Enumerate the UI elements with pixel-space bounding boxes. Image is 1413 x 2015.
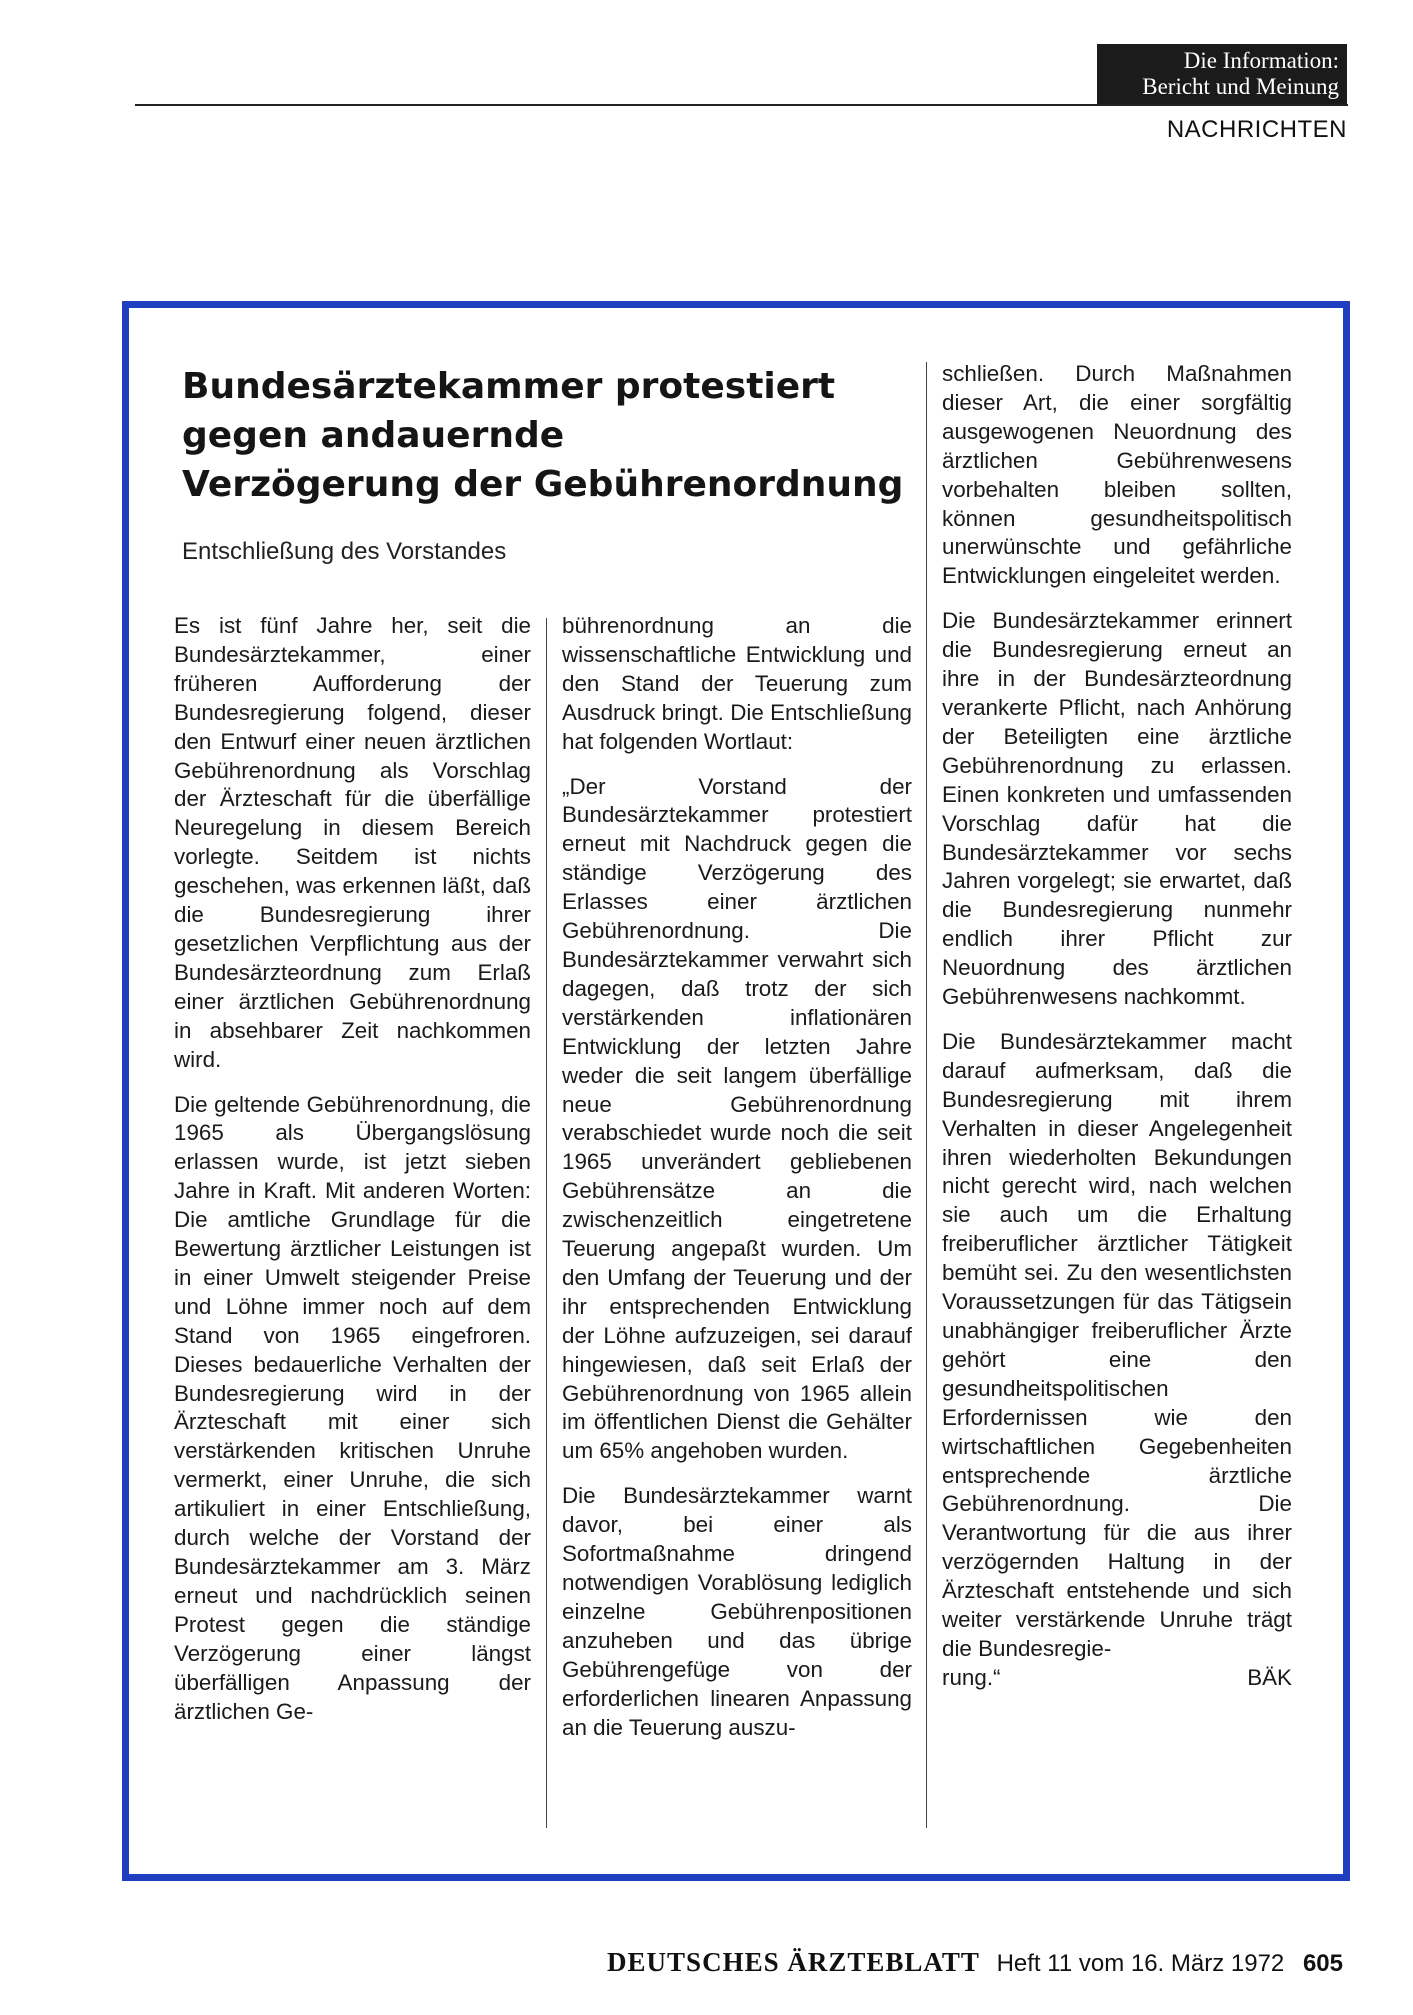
article-headline [182, 362, 912, 509]
closing-line [942, 1664, 1292, 1693]
paragraph: Die Bundesärztekammer warnt davor, bei einer als Sofortmaßnahme dringend notwendigen Vorablösung lediglich einzelne Gebührenpositionen anzuheben und das übrige Gebührengefüge von der erforderlichen linearen Anpassung an die Teuerung auszu- [562, 1483, 912, 1740]
paragraph: Die Bundesärztekammer macht darauf aufmerksam, daß die Bundesregierung mit ihrem Verhalten in dieser Angelegenheit ihren wiederholten Bekundungen nicht gerecht wird, nach welchen sie auch um die Erhaltung freiberuflicher ärztlicher Tätigkeit bemüht sei. Zu den wesentlichsten Voraussetzungen für das Tätigsein unabhängiger freiberuflicher Ärzte gehört eine den gesundheitspolitischen Erfordernissen wie den wirtschaftlichen Gegebenheiten entsprechende ärztliche Gebührenordnung. Die Verantwortung für die aus ihrer verzögernden Haltung in der Ärzteschaft entstehende und sich weiter verstärkende Unruhe trägt die Bundesregie- [942, 1028, 1292, 1661]
article-column-1 [174, 612, 531, 1742]
section-kicker: NACHRICHTEN [1166, 116, 1347, 143]
headline-line-1: Bundesärztekammer protestiert [182, 366, 836, 407]
paragraph: schließen. Durch Maßnahmen dieser Art, die einer sorgfältig ausgewogenen Neuordnung des ärztlichen Gebührenwesens vorbehalten bleiben sollten, können gesundheitspolitisch unerwünschte und gefährliche Entwicklungen eingeleitet werden. [942, 361, 1292, 589]
paragraph: „Der Vorstand der Bundesärztekammer protestiert erneut mit Nachdruck gegen die ständige Verzögerung des Erlasses einer ärztlichen Gebührenordnung. Die Bundesärztekammer verwahrt sich dagegen, daß trotz der sich verstärkenden inflationären Entwicklung der letzten Jahre weder die seit langem überfällige neue Gebührenordnung verabschiedet wurde noch die seit 1965 unverändert gebliebenen Gebührensätze an die zwischenzeitlich eingetretene Teuerung angepaßt wurden. Um den Umfang der Teuerung und der ihr entsprechenden Entwicklung der Löhne aufzuzeigen, sei darauf hingewiesen, daß seit Erlaß der Gebührenordnung von 1965 allein im öffentlichen Dienst die Gehälter um 65% angehoben wurden. [562, 773, 912, 1464]
top-rule [135, 104, 1348, 106]
article-column-3 [942, 360, 1292, 1693]
paragraph: Die geltende Gebührenordnung, die 1965 als Übergangslösung erlassen wurde, ist jetzt sieben Jahre in Kraft. Mit anderen Worten: Die amtliche Grundlage für die Bewertung ärztlicher Leistungen ist in einer Umwelt steigender Preise und Löhne immer noch auf dem Stand von 1965 eingefroren. Dieses bedauerliche Verhalten der Bundesregierung wird in der Ärzteschaft mit einer sich verstärkenden kritischen Unruhe vermerkt, einer Unruhe, die sich artikuliert in einer Entschließung, durch welche der Vorstand der Bundesärztekammer am 3. März erneut und nachdrücklich seinen Protest gegen die ständige Verzögerung einer längst überfälligen Anpassung der ärztlichen Ge- [174, 1091, 531, 1724]
article-column-2 [562, 612, 912, 1758]
page-footer [607, 1947, 1343, 1978]
paragraph: Die Bundesärztekammer erinnert die Bundesregierung erneut an ihre in der Bundesärzteordnung verankerte Pflicht, nach Anhörung der Beteiligten eine ärztliche Gebührenordnung zu erlassen. Einen konkreten und umfassenden Vorschlag dafür hat die Bundesärztekammer vor sechs Jahren vorgelegt; sie erwartet, daß die Bundesregierung nunmehr endlich ihrer Pflicht zur Neuordnung des ärztlichen Gebührenwesens nachkommt. [942, 608, 1292, 1010]
footer-masthead: DEUTSCHES ÄRZTEBLATT [607, 1947, 980, 1977]
headline-line-3: Verzögerung der Gebührenordnung [182, 464, 904, 505]
page-number: 605 [1302, 1950, 1343, 1977]
paragraph: Es ist fünf Jahre her, seit die Bundesärztekammer, einer früheren Aufforderung der Bundesregierung folgend, dieser den Entwurf einer neuen ärztlichen Gebührenordnung als Vorschlag der Ärzteschaft für die überfällige Neuregelung in diesem Bereich vorlegte. Seitdem ist nichts geschehen, was erkennen läßt, daß die Bundesregierung ihrer gesetzlichen Verpflichtung aus der Bundesärzteordnung zum Erlaß einer ärztlichen Gebührenordnung in absehbarer Zeit nachkommen wird. [174, 613, 531, 1072]
paragraph: bührenordnung an die wissenschaftliche Entwicklung und den Stand der Teuerung zum Ausdruck bringt. Die Entschließung hat folgenden Wortlaut: [562, 613, 912, 754]
badge-line-2: Bericht und Meinung [1142, 74, 1339, 99]
column-rule-2 [926, 362, 927, 1828]
section-badge [1097, 44, 1347, 104]
footer-issue: Heft 11 vom 16. März 1972 [996, 1950, 1285, 1977]
badge-line-1: Die Information: [1183, 48, 1339, 73]
closing-text: rung.“ [942, 1664, 1001, 1690]
headline-line-2: gegen andauernde [182, 415, 565, 456]
signature: BÄK [1247, 1664, 1292, 1690]
column-rule-1 [546, 618, 547, 1828]
article-subhead: Entschließung des Vorstandes [182, 538, 507, 565]
